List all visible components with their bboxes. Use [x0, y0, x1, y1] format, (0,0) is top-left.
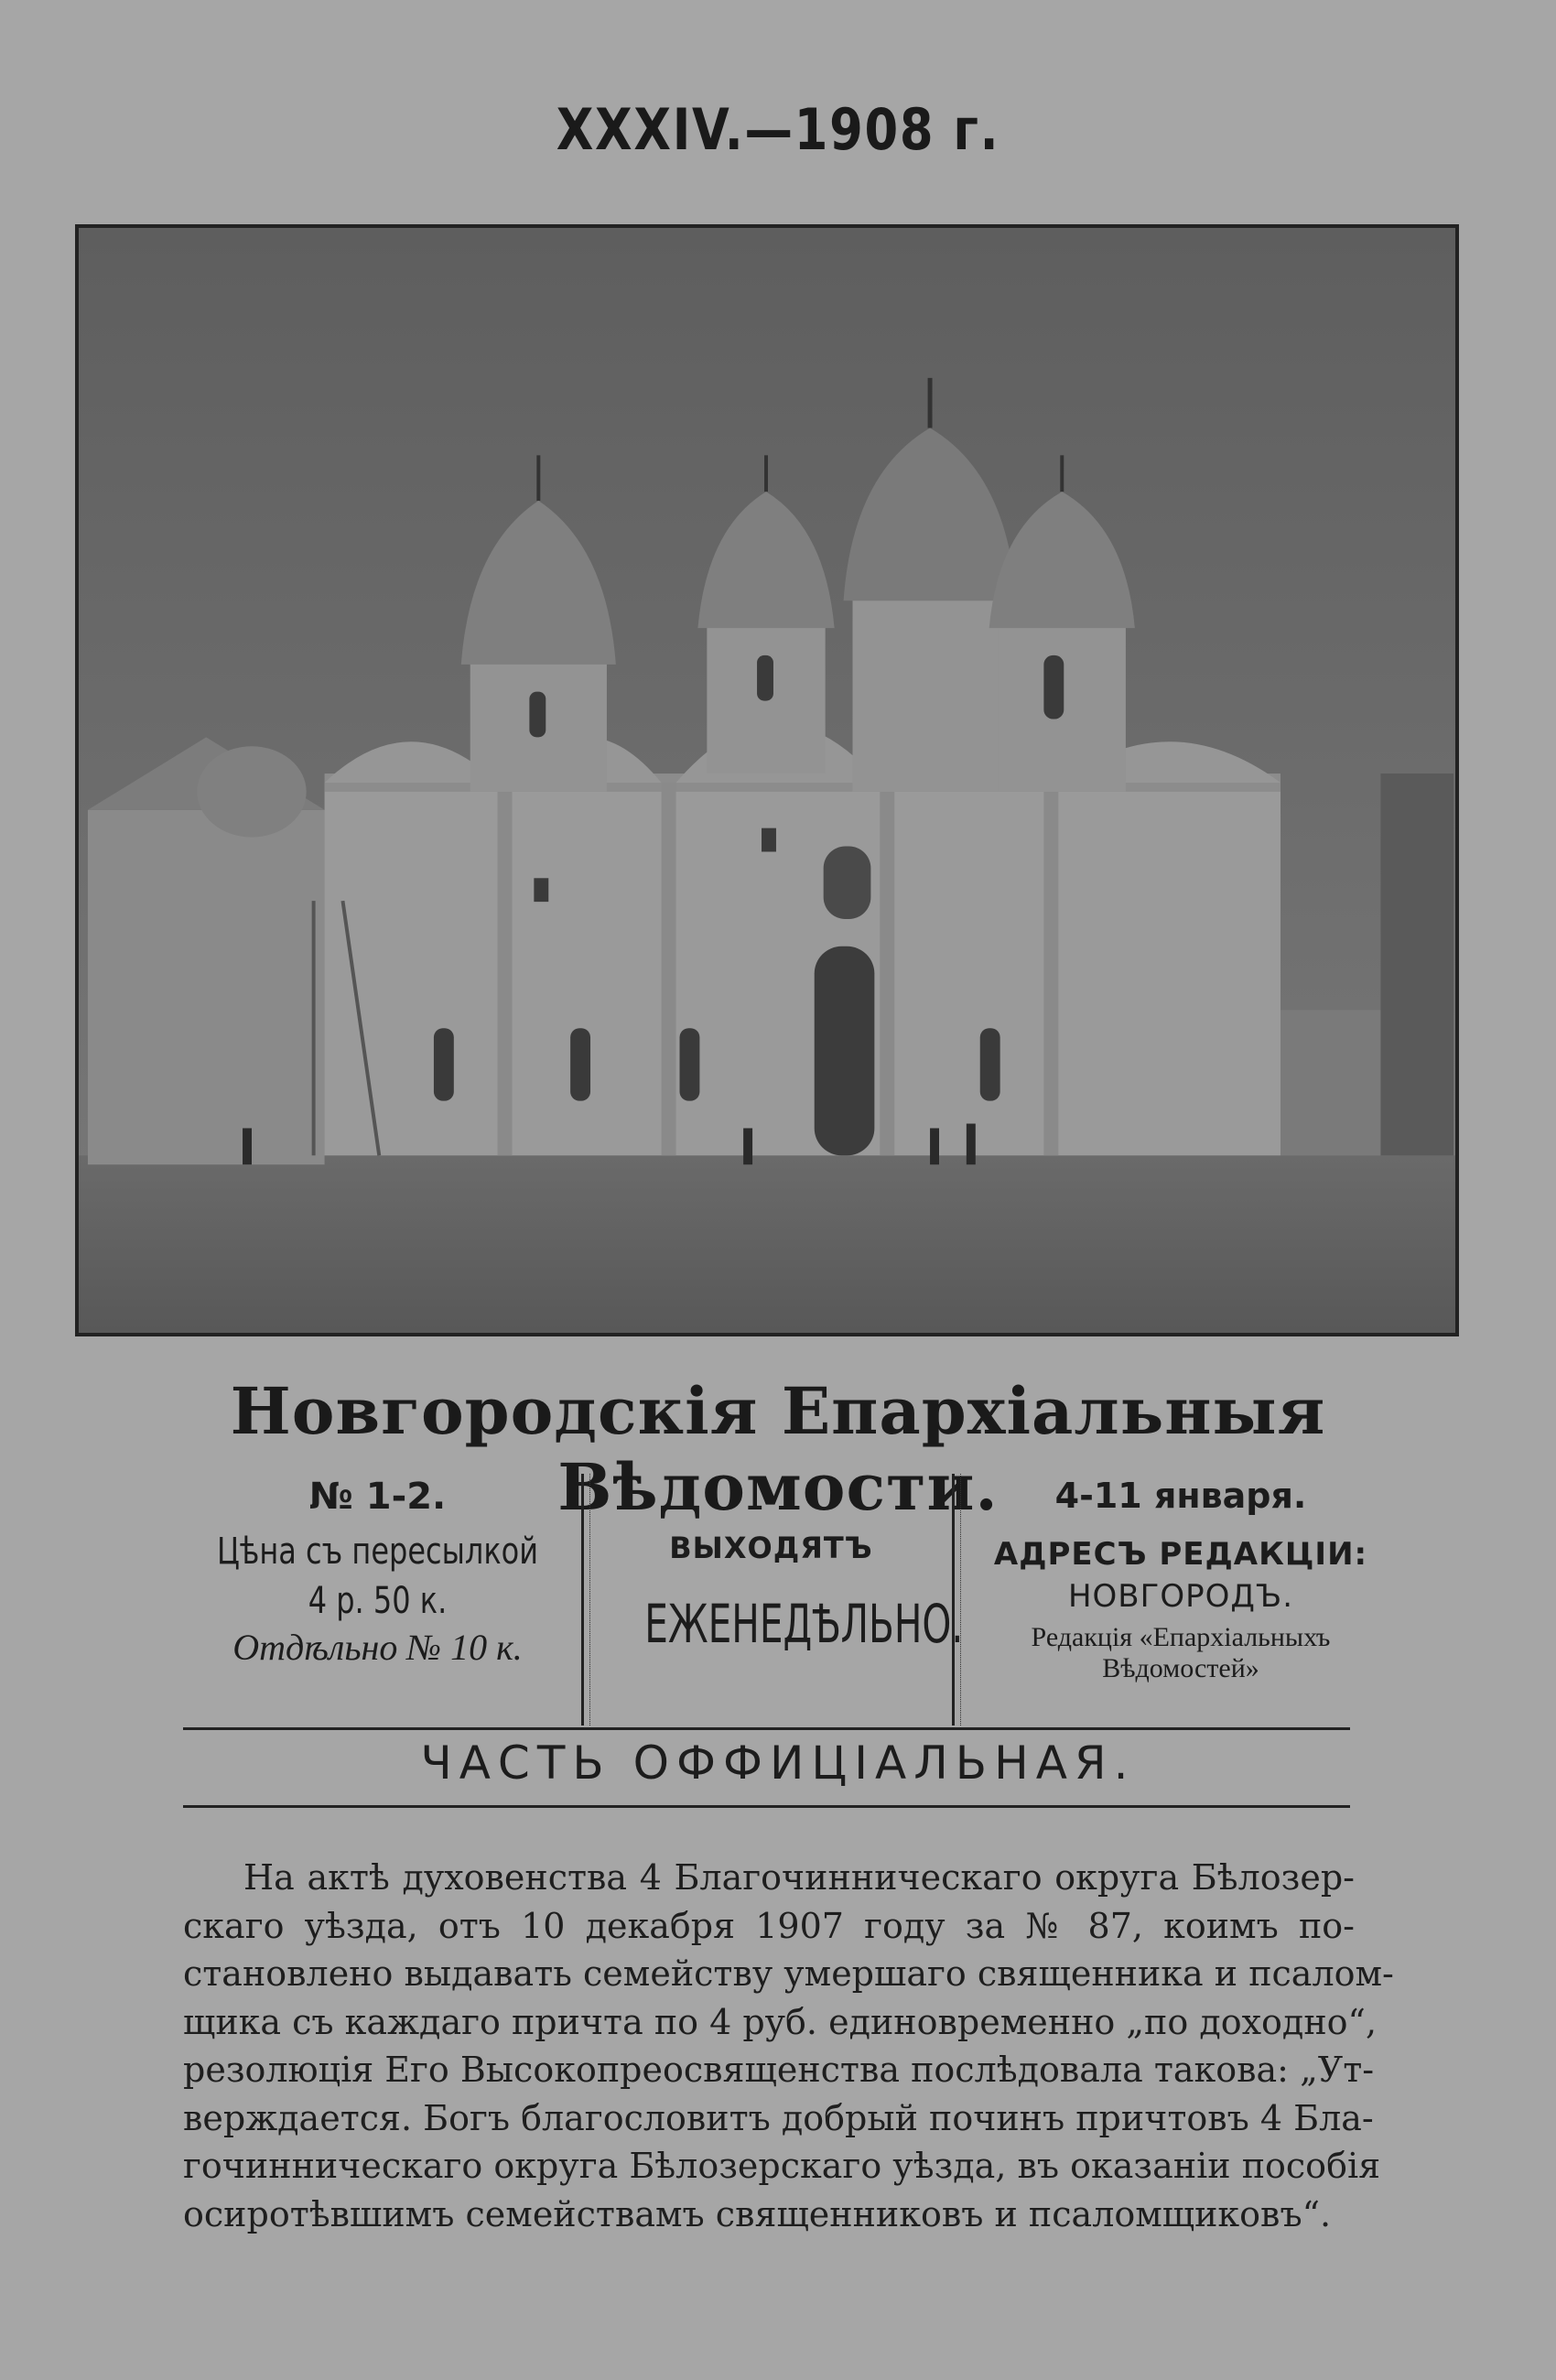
price-value: 4 р. 50 к. [308, 1580, 448, 1622]
issue-dates: 4-11 января. [1054, 1476, 1307, 1516]
single-copy-price: Отдѣльно № 10 к. [232, 1627, 523, 1668]
body-line: щика съ каждаго причта по 4 руб. единовременно „по доходно“, [183, 2001, 1378, 2042]
column-divider [581, 1474, 590, 1726]
body-line: На актѣ духовенства 4 Благочинническаго округа Бѣлозер- [243, 1857, 1355, 1898]
body-line: скаго уѣзда, отъ 10 декабря 1907 году за № 87, коимъ по- [183, 1905, 1355, 1946]
article-body [183, 1854, 1394, 2238]
price-label: Цѣна съ пересылкой [216, 1531, 539, 1573]
address-column [966, 1474, 1396, 1684]
address-line: Вѣдомостей» [1102, 1653, 1259, 1683]
frequency-column [590, 1474, 964, 1655]
address-city: НОВГОРОДЪ. [1067, 1578, 1294, 1615]
frequency-label: ЕЖЕНЕДѢЛЬНО. [644, 1593, 964, 1655]
body-line: верждается. Богъ благословитъ добрый починъ причтовъ 4 Бла- [183, 2097, 1374, 2138]
column-divider [952, 1474, 961, 1726]
section-rule [183, 1805, 1350, 1808]
body-line: осиротѣвшимъ семействамъ священниковъ и псаломщиковъ“. [183, 2193, 1332, 2234]
cathedral-illustration [79, 228, 1455, 1333]
subscription-column [174, 1474, 581, 1726]
info-block [174, 1474, 1391, 1726]
masthead-title: Новгородскія Епархіальныя Вѣдомости. [230, 1373, 1326, 1525]
address-line: Редакція «Епархіальныхъ [1031, 1622, 1331, 1652]
address-label: АДРЕСЪ РЕДАКЦІИ: [993, 1536, 1368, 1573]
body-line: гочинническаго округа Бѣлозерскаго уѣзда, въ оказаніи пособія [183, 2146, 1381, 2186]
issue-number: № 1-2. [308, 1476, 447, 1518]
published-label: ВЫХОДЯТЪ [669, 1531, 873, 1565]
cathedral-photo [75, 224, 1459, 1336]
section-title: ЧАСТЬ ОФФИЦІАЛЬНАЯ. [420, 1736, 1136, 1790]
section-rule [183, 1727, 1350, 1730]
body-line: становлено выдавать семейству умершаго священника и псалом- [183, 1953, 1394, 1994]
body-line: резолюція Его Высокопреосвященства послѣдовала такова: „Ут- [183, 2050, 1375, 2090]
year-heading: XXXIV.—1908 г. [556, 96, 1000, 163]
